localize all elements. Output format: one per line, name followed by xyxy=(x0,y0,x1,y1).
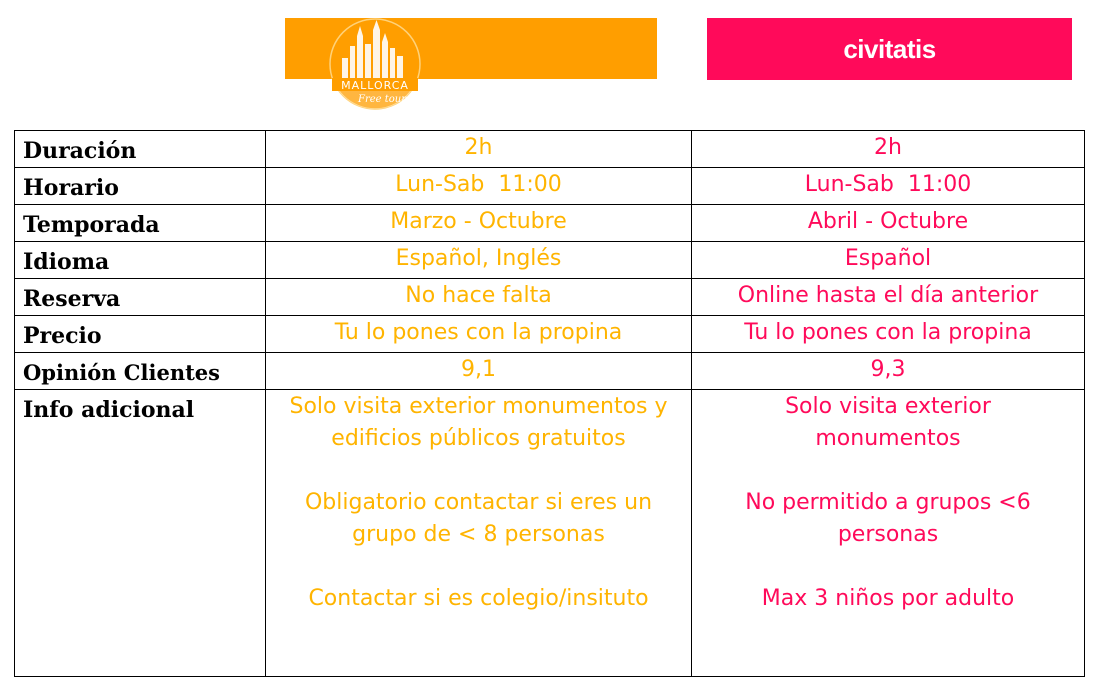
mallorca-value: No hace falta xyxy=(266,279,692,316)
civitatis-value: Tu lo pones con la propina xyxy=(692,316,1085,353)
table-row-opinion xyxy=(15,353,1085,390)
comparison-table xyxy=(14,130,1085,677)
row-label: Duración xyxy=(15,131,266,168)
badge-text-line1: MALLORCA xyxy=(341,79,409,92)
mallorca-value: 2h xyxy=(266,131,692,168)
table-row-precio xyxy=(15,316,1085,353)
mallorca-value: Marzo - Octubre xyxy=(266,205,692,242)
civitatis-logo-text: civitatis xyxy=(843,33,936,64)
row-label: Idioma xyxy=(15,242,266,279)
mallorca-value: Español, Inglés xyxy=(266,242,692,279)
info-paragraph: Solo visita exterior monumentos y edificios públicos gratuitos xyxy=(289,394,668,451)
info-paragraph: No permitido a grupos <6 personas xyxy=(745,490,1031,547)
mallorca-value: Lun-Sab 11:00 xyxy=(266,168,692,205)
row-label: Horario xyxy=(15,168,266,205)
civitatis-value: Español xyxy=(692,242,1085,279)
row-label: Precio xyxy=(15,316,266,353)
badge-text-line2: Free tour xyxy=(358,94,406,105)
info-paragraph: Max 3 niños por adulto xyxy=(761,586,1015,611)
table-row-info xyxy=(15,390,1085,677)
civitatis-value: 9,3 xyxy=(692,353,1085,390)
civitatis-value: Abril - Octubre xyxy=(692,205,1085,242)
info-paragraph: Obligatorio contactar si eres un grupo de < 8 personas xyxy=(304,490,653,547)
civitatis-info xyxy=(692,390,1085,677)
civitatis-logo-banner xyxy=(707,18,1072,80)
table-row-duracion xyxy=(15,131,1085,168)
info-paragraph: Contactar si es colegio/insituto xyxy=(308,586,649,611)
mallorca-value: 9,1 xyxy=(266,353,692,390)
row-label: Info adicional xyxy=(15,390,266,677)
cathedral-emblem-icon xyxy=(320,18,430,110)
table-row-idioma xyxy=(15,242,1085,279)
mallorca-free-tour-badge-logo xyxy=(320,18,430,110)
row-label: Reserva xyxy=(15,279,266,316)
table-row-temporada xyxy=(15,205,1085,242)
row-label: Opinión Clientes xyxy=(15,353,266,390)
info-paragraph: Solo visita exterior monumentos xyxy=(785,394,991,451)
mallorca-info xyxy=(266,390,692,677)
civitatis-value: Online hasta el día anterior xyxy=(692,279,1085,316)
civitatis-value: 2h xyxy=(692,131,1085,168)
row-label: Temporada xyxy=(15,205,266,242)
civitatis-value: Lun-Sab 11:00 xyxy=(692,168,1085,205)
mallorca-value: Tu lo pones con la propina xyxy=(266,316,692,353)
table-row-horario xyxy=(15,168,1085,205)
table-row-reserva xyxy=(15,279,1085,316)
